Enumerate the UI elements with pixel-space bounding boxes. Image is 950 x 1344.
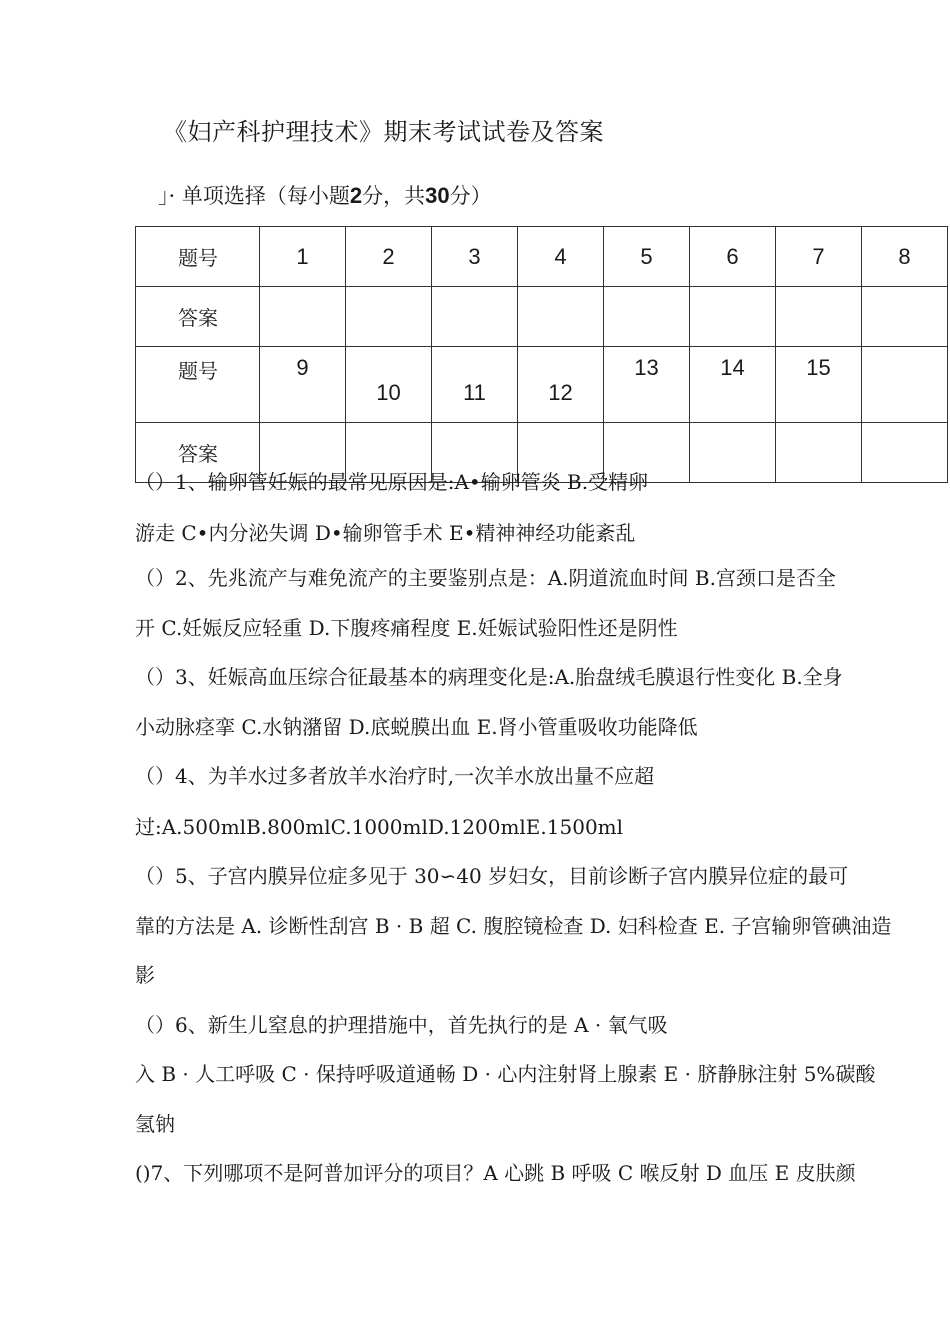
answer-cell[interactable] (346, 287, 432, 347)
row-label-answer: 答案 (136, 287, 260, 347)
row-label-number: 题号 (136, 227, 260, 287)
question-number-cell: 6 (690, 227, 776, 287)
question-1-line-2: 游走 C•内分泌失调 D•输卵管手术 E•精神神经功能紊乱 (135, 521, 636, 545)
question-number-cell: 14 (690, 347, 776, 423)
question-number-cell: 8 (862, 227, 948, 287)
exam-title: 《妇产科护理技术》期末考试试卷及答案 (163, 118, 604, 146)
answer-cell[interactable] (862, 287, 948, 347)
question-1-line-1: （）1、输卵管妊娠的最常见原因是:A•输卵管炎 B.受精卵 (135, 470, 649, 494)
table-row (136, 227, 948, 287)
question-number-cell: 10 (346, 347, 432, 423)
question-number-cell: 4 (518, 227, 604, 287)
question-2-line-2: 开 C.妊娠反应轻重 D.下腹疼痛程度 E.妊娠试验阳性还是阴性 (135, 616, 678, 640)
answer-cell[interactable] (776, 287, 862, 347)
question-4-line-2: 过:A.500mlB.800mlC.1000mlD.1200mlE.1500ml (135, 815, 624, 839)
question-6-line-2: 入 B · 人工呼吸 C · 保持呼吸道通畅 D · 心内注射肾上腺素 E · 脐静脉注射 5%碳酸 (135, 1062, 876, 1086)
question-number-cell: 7 (776, 227, 862, 287)
section-heading (158, 180, 492, 210)
question-5-line-2: 靠的方法是 A. 诊断性刮宫 B · B 超 C. 腹腔镜检查 D. 妇科检查 E. 子宫输卵管碘油造 (135, 914, 892, 938)
question-number-cell: 3 (432, 227, 518, 287)
question-number-cell: 2 (346, 227, 432, 287)
answer-table (135, 226, 948, 483)
answer-cell[interactable] (690, 287, 776, 347)
question-6-line-1: （）6、新生儿窒息的护理措施中，首先执行的是 A · 氧气吸 (135, 1013, 668, 1037)
answer-cell[interactable] (604, 287, 690, 347)
answer-cell[interactable] (260, 287, 346, 347)
section-middle: 分，共 (362, 184, 426, 208)
question-2-line-1: （）2、先兆流产与难免流产的主要鉴别点是：A.阴道流血时间 B.宫颈口是否全 (135, 566, 836, 590)
question-4-line-1: （）4、为羊水过多者放羊水治疗时,一次羊水放出量不应超 (135, 764, 655, 788)
points-total: 30 (425, 183, 450, 208)
table-row (136, 287, 948, 347)
row-label-answer: 答案 (136, 423, 260, 483)
section-prefix: 」· 单项选择（每小题 (158, 184, 350, 208)
question-7-line-1: ()7、下列哪项不是阿普加评分的项目？A 心跳 B 呼吸 C 喉反射 D 血压 E 皮肤颜 (135, 1161, 856, 1185)
question-number-cell: 15 (776, 347, 862, 423)
question-6-line-3: 氢钠 (135, 1112, 175, 1136)
question-3-line-2: 小动脉痉挛 C.水钠潴留 D.底蜕膜出血 E.肾小管重吸收功能降低 (135, 715, 698, 739)
question-number-cell: 13 (604, 347, 690, 423)
points-each: 2 (349, 183, 363, 208)
question-number-cell: 9 (260, 347, 346, 423)
question-number-cell (862, 347, 948, 423)
row-label-number: 题号 (136, 347, 260, 423)
table-row (136, 347, 948, 423)
question-5-line-3: 影 (135, 963, 155, 987)
question-number-cell: 12 (518, 347, 604, 423)
section-suffix: 分） (449, 184, 492, 208)
question-number-cell: 11 (432, 347, 518, 423)
question-3-line-1: （）3、妊娠高血压综合征最基本的病理变化是:A.胎盘绒毛膜退行性变化 B.全身 (135, 665, 843, 689)
answer-cell[interactable] (518, 287, 604, 347)
question-number-cell: 1 (260, 227, 346, 287)
question-5-line-1: （）5、子宫内膜异位症多见于 30∽40 岁妇女，目前诊断子宫内膜异位症的最可 (135, 864, 849, 888)
answer-cell[interactable] (432, 287, 518, 347)
question-number-cell: 5 (604, 227, 690, 287)
